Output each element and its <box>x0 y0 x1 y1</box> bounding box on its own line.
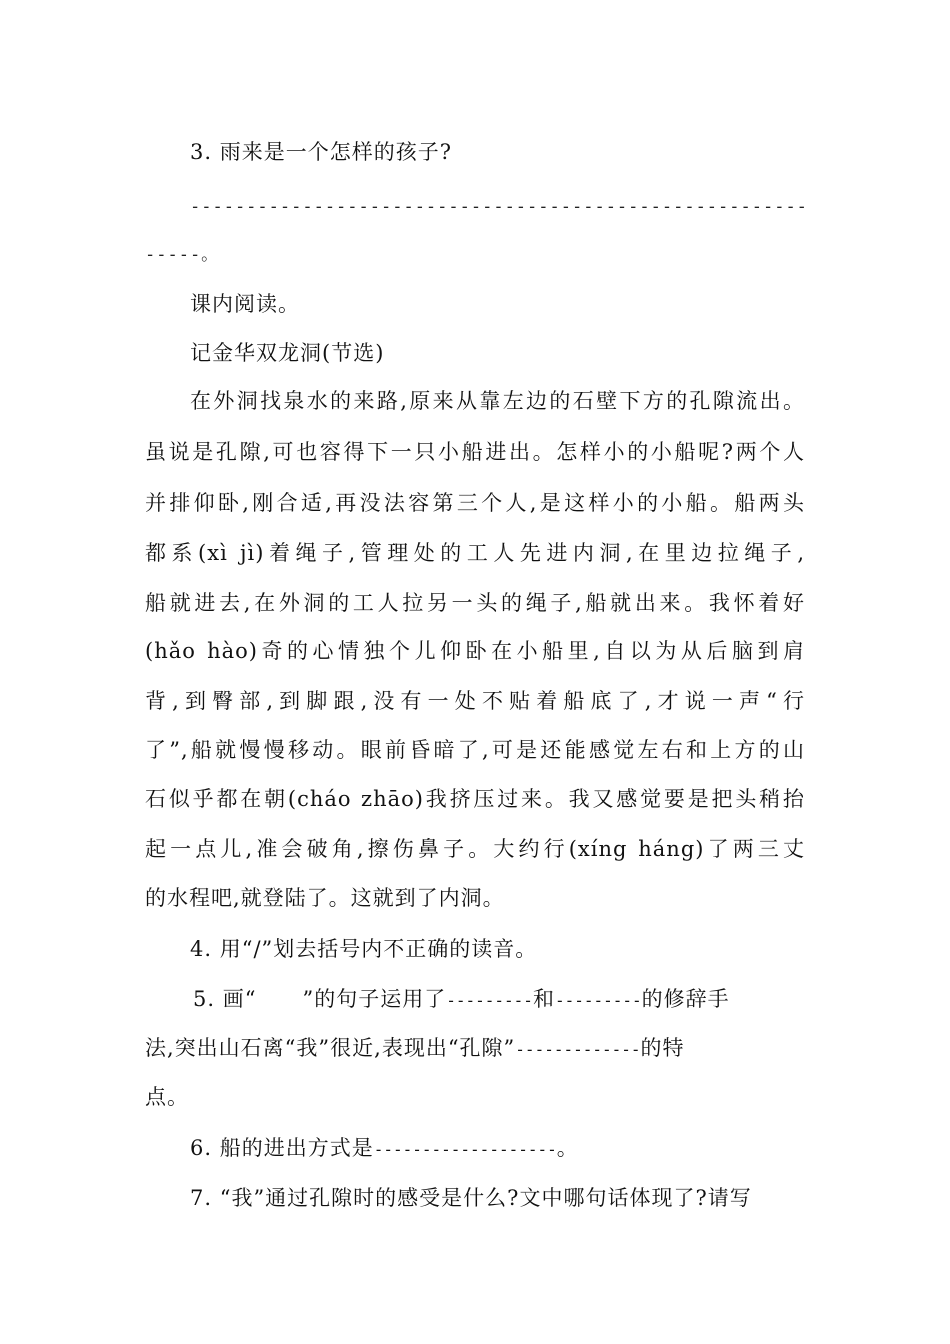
passage-line: 并排仰卧,刚合适,再没法容第三个人,是这样小的小船。船两头 <box>145 491 805 515</box>
passage-line: 在外洞找泉水的来路,原来从靠左边的石壁下方的孔隙流出。 <box>190 389 805 413</box>
question-5-line3: 点。 <box>145 1085 189 1109</box>
q5-text: 的修辞手 <box>641 987 730 1011</box>
question-5-line2 <box>145 1033 685 1065</box>
passage-line: 了”,船就慢慢移动。眼前昏暗了,可是还能感觉左右和上方的山 <box>145 738 805 762</box>
passage-line: 船就进去,在外洞的工人拉另一头的绳子,船就出来。我怀着好 <box>145 591 805 615</box>
answer-blank[interactable]: ------------- <box>515 1040 641 1059</box>
passage-line: 背,到臀部,到脚跟,没有一处不贴着船底了,才说一声“行 <box>145 689 805 713</box>
passage-title: 记金华双龙洞(节选) <box>190 341 385 365</box>
q5-text: 法,突出山石离“我”很近,表现出“孔隙” <box>145 1036 516 1060</box>
q6-text: 6. 船的进出方式是 <box>190 1136 374 1160</box>
question-4: 4. 用“/”划去括号内不正确的读音。 <box>190 937 538 961</box>
question-6 <box>190 1133 579 1165</box>
question-7: 7. “我”通过孔隙时的感受是什么?文中哪句话体现了?请写 <box>190 1186 752 1210</box>
passage-line: 虽说是孔隙,可也容得下一只小船进出。怎样小的小船呢?两个人 <box>145 440 805 464</box>
answer-blank[interactable]: ------------------- <box>373 1140 557 1159</box>
passage-line: (hǎo hào)奇的心情独个儿仰卧在小船里,自以为从后脑到肩 <box>145 639 805 663</box>
answer-line-q3: ------------------------------------------------------- <box>190 197 808 217</box>
passage-line: 的水程吧,就登陆了。这就到了内洞。 <box>145 886 505 910</box>
q5-text: 的特 <box>640 1036 685 1060</box>
answer-line-q3-end: -----。 <box>145 245 220 265</box>
q5-text: 5. 画“ ”的句子运用了 <box>193 987 447 1011</box>
q6-text: 。 <box>556 1136 579 1160</box>
passage-line: 起一点儿,准会破角,擦伤鼻子。大约行(xíng háng)了两三丈 <box>145 837 805 861</box>
answer-blank[interactable]: --------- <box>446 991 533 1010</box>
q5-text: 和 <box>532 987 555 1011</box>
answer-blank[interactable]: --------- <box>554 991 642 1010</box>
question-5 <box>193 984 730 1016</box>
question-3: 3. 雨来是一个怎样的孩子? <box>190 140 452 164</box>
passage-line: 都系(xì jì)着绳子,管理处的工人先进内洞,在里边拉绳子, <box>145 541 805 565</box>
section-title: 课内阅读。 <box>190 292 300 316</box>
passage-line: 石似乎都在朝(cháo zhāo)我挤压过来。我又感觉要是把头稍抬 <box>145 787 805 811</box>
